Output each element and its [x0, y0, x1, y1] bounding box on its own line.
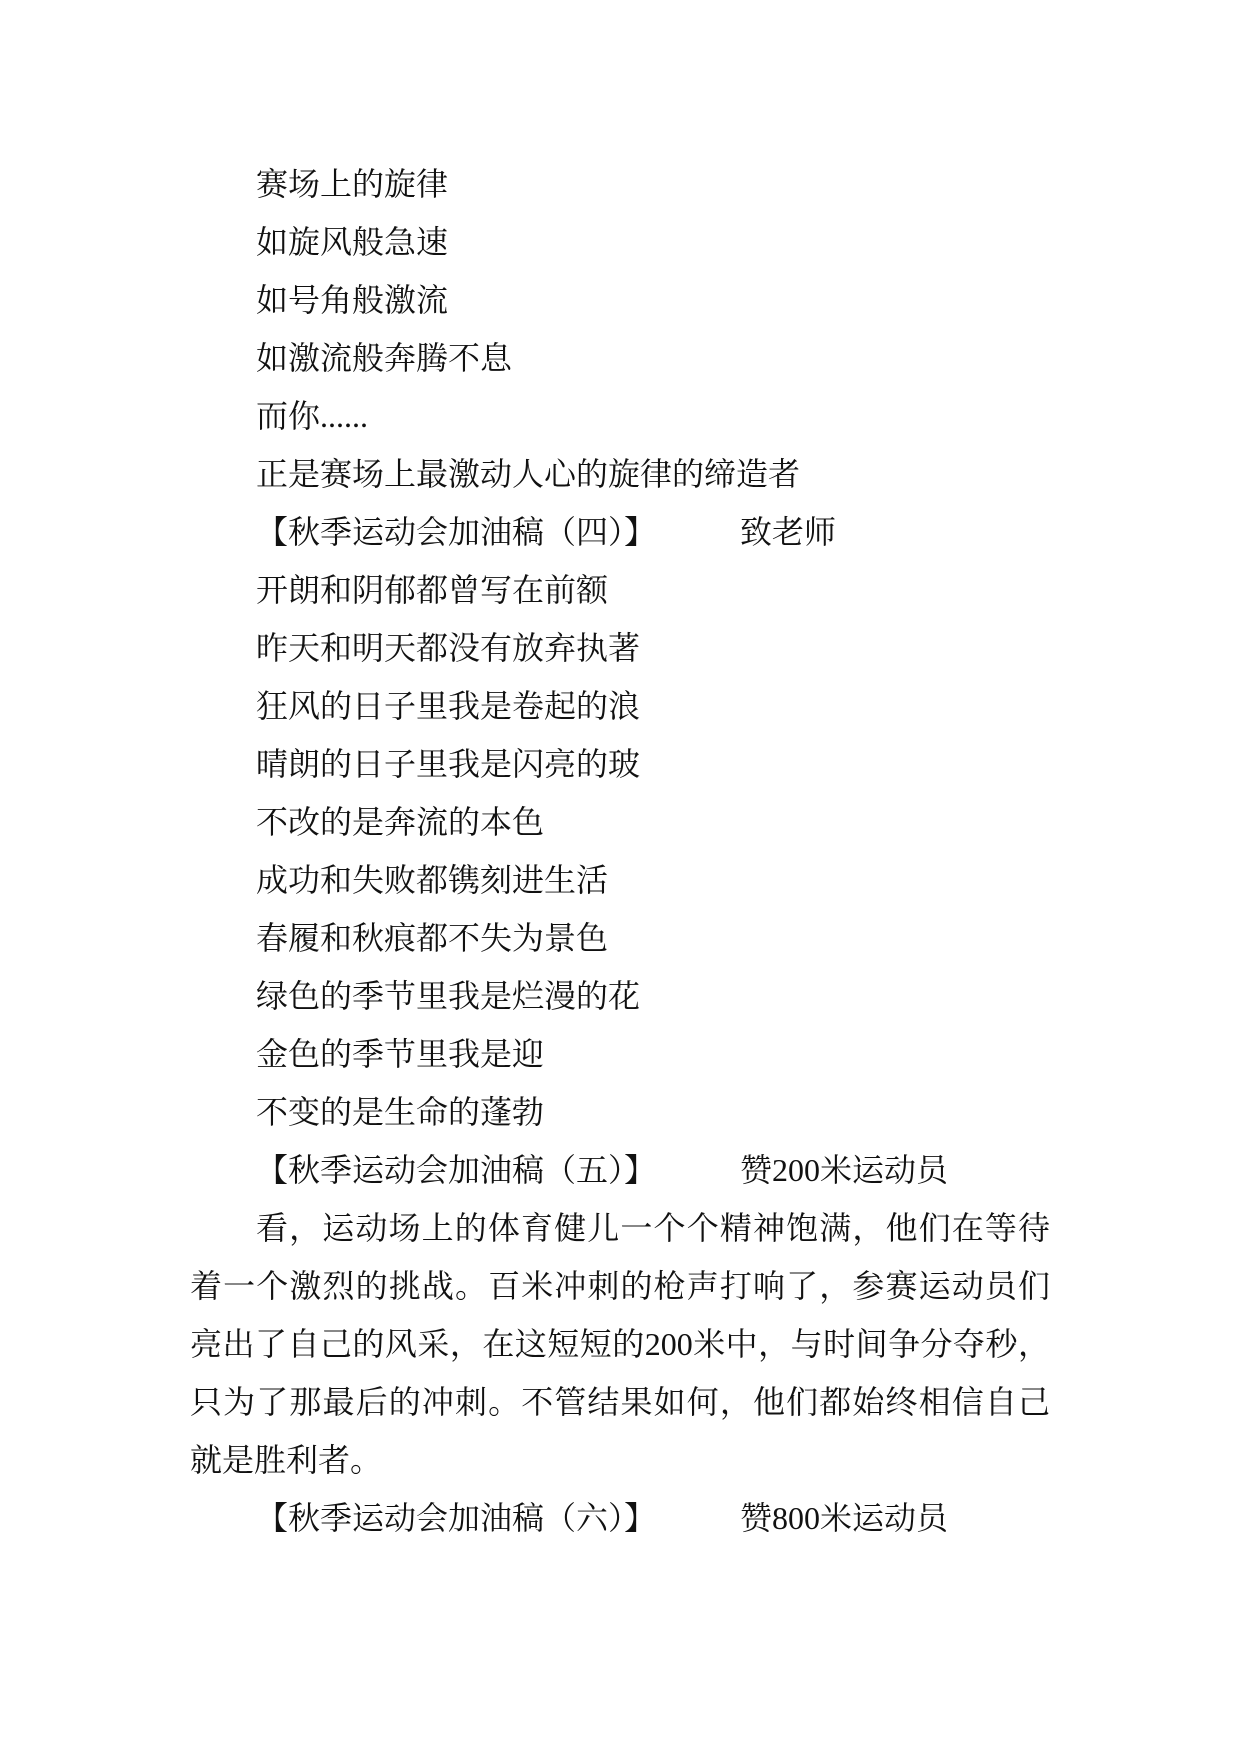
poem-line: 而你......: [256, 398, 369, 434]
poem-line: 如旋风般急速: [256, 224, 449, 260]
poem-line: 昨天和明天都没有放弃执著: [256, 630, 641, 666]
poem-line: 赛场上的旋律: [256, 166, 449, 202]
section-heading-4: [190, 503, 1050, 561]
section-title: 【秋季运动会加油稿（五）】: [256, 1152, 657, 1188]
page-content: [190, 155, 1050, 1547]
paragraph-line: 亮出了自己的风采，在这短短的200米中，与时间争分夺秒，: [190, 1326, 1050, 1362]
section-title: 【秋季运动会加油稿（四）】: [256, 514, 657, 550]
section-subtitle: 赞200米运动员: [740, 1152, 949, 1188]
section-heading-5: [190, 1141, 1050, 1199]
poem-line: 狂风的日子里我是卷起的浪: [256, 688, 641, 724]
paragraph-line: 着一个激烈的挑战。百米冲刺的枪声打响了，参赛运动员们: [190, 1268, 1050, 1304]
poem-line: 开朗和阴郁都曾写在前额: [256, 572, 609, 608]
body-paragraph: [190, 1199, 1050, 1489]
poem-line: 成功和失败都镌刻进生活: [256, 862, 609, 898]
poem-line: 春履和秋痕都不失为景色: [256, 920, 609, 956]
section-title: 【秋季运动会加油稿（六）】: [256, 1500, 657, 1536]
paragraph-line: 就是胜利者。: [190, 1442, 383, 1478]
poem-line: 晴朗的日子里我是闪亮的玻: [256, 746, 641, 782]
poem-line: 不变的是生命的蓬勃: [256, 1094, 545, 1130]
poem-line: 金色的季节里我是迎: [256, 1036, 545, 1072]
poem-line: 绿色的季节里我是烂漫的花: [256, 978, 641, 1014]
paragraph-line: 看，运动场上的体育健儿一个个精神饱满，他们在等待: [256, 1210, 1050, 1246]
section-subtitle: 赞800米运动员: [740, 1500, 949, 1536]
poem-line: 如号角般激流: [256, 282, 449, 318]
poem-line: 正是赛场上最激动人心的旋律的缔造者: [256, 456, 801, 492]
paragraph-line: 只为了那最后的冲刺。不管结果如何，他们都始终相信自己: [190, 1384, 1050, 1420]
poem-line: 不改的是奔流的本色: [256, 804, 545, 840]
section-heading-6: [190, 1489, 1050, 1547]
section-subtitle: 致老师: [740, 514, 837, 550]
poem-line: 如激流般奔腾不息: [256, 340, 513, 376]
